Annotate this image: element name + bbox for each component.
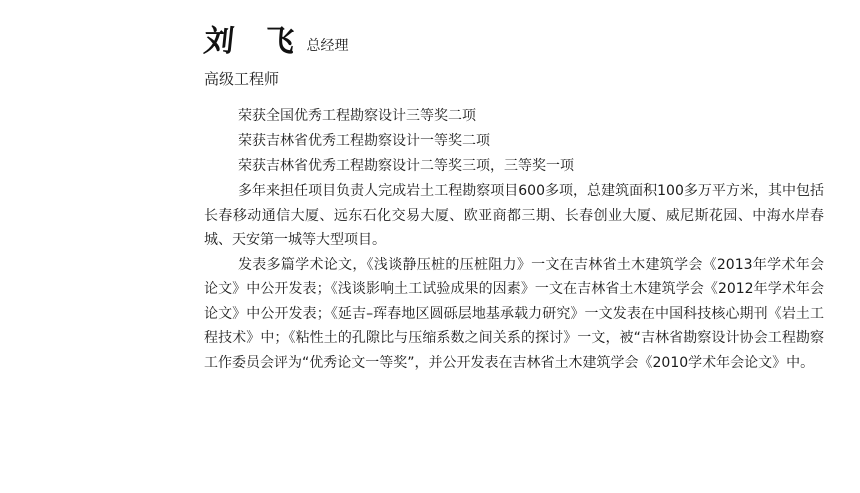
person-role: 总经理 <box>306 38 349 54</box>
person-title: 高级工程师 <box>204 70 280 88</box>
projects-paragraph: 多年来担任项目负责人完成岩土工程勘察项目600多项，总建筑面积100多万平方米，其中包括长春移动通信大厦、远东石化交易大厦、欧亚商都三期、长春创业大厦、威尼斯花园、中海水岸春城、天安第一城等大型项目。 <box>204 183 824 248</box>
awards-list <box>204 104 824 179</box>
publications-paragraph: 发表多篇学术论文，《浅谈静压桩的压桩阻力》一文在吉林省土木建筑学会《2013年学术年会论文》中公开发表；《浅谈影响土工试验成果的因素》一文在吉林省土木建筑学会《2012年学术年会论文》中公开发表；《延吉–珲春地区圆砾层地基承载力研究》一文发表在中国科技核心期刊《岩土工程技术》中；《粘性土的孔隙比与压缩系数之间关系的探讨》一文，被“吉林省勘察设计协会工程勘察工作委员会评为“优秀论文一等奖”，并公开发表在吉林省土木建筑学会《2010学术年会论文》中。 <box>204 256 824 371</box>
name-row <box>204 22 824 62</box>
profile-section <box>204 22 824 375</box>
person-name: 刘 飞 <box>202 24 307 59</box>
award-item: 荣获全国优秀工程勘察设计三等奖二项 <box>238 108 476 124</box>
award-item: 荣获吉林省优秀工程勘察设计二等奖三项，三等奖一项 <box>238 158 574 174</box>
award-item: 荣获吉林省优秀工程勘察设计一等奖二项 <box>238 133 490 149</box>
